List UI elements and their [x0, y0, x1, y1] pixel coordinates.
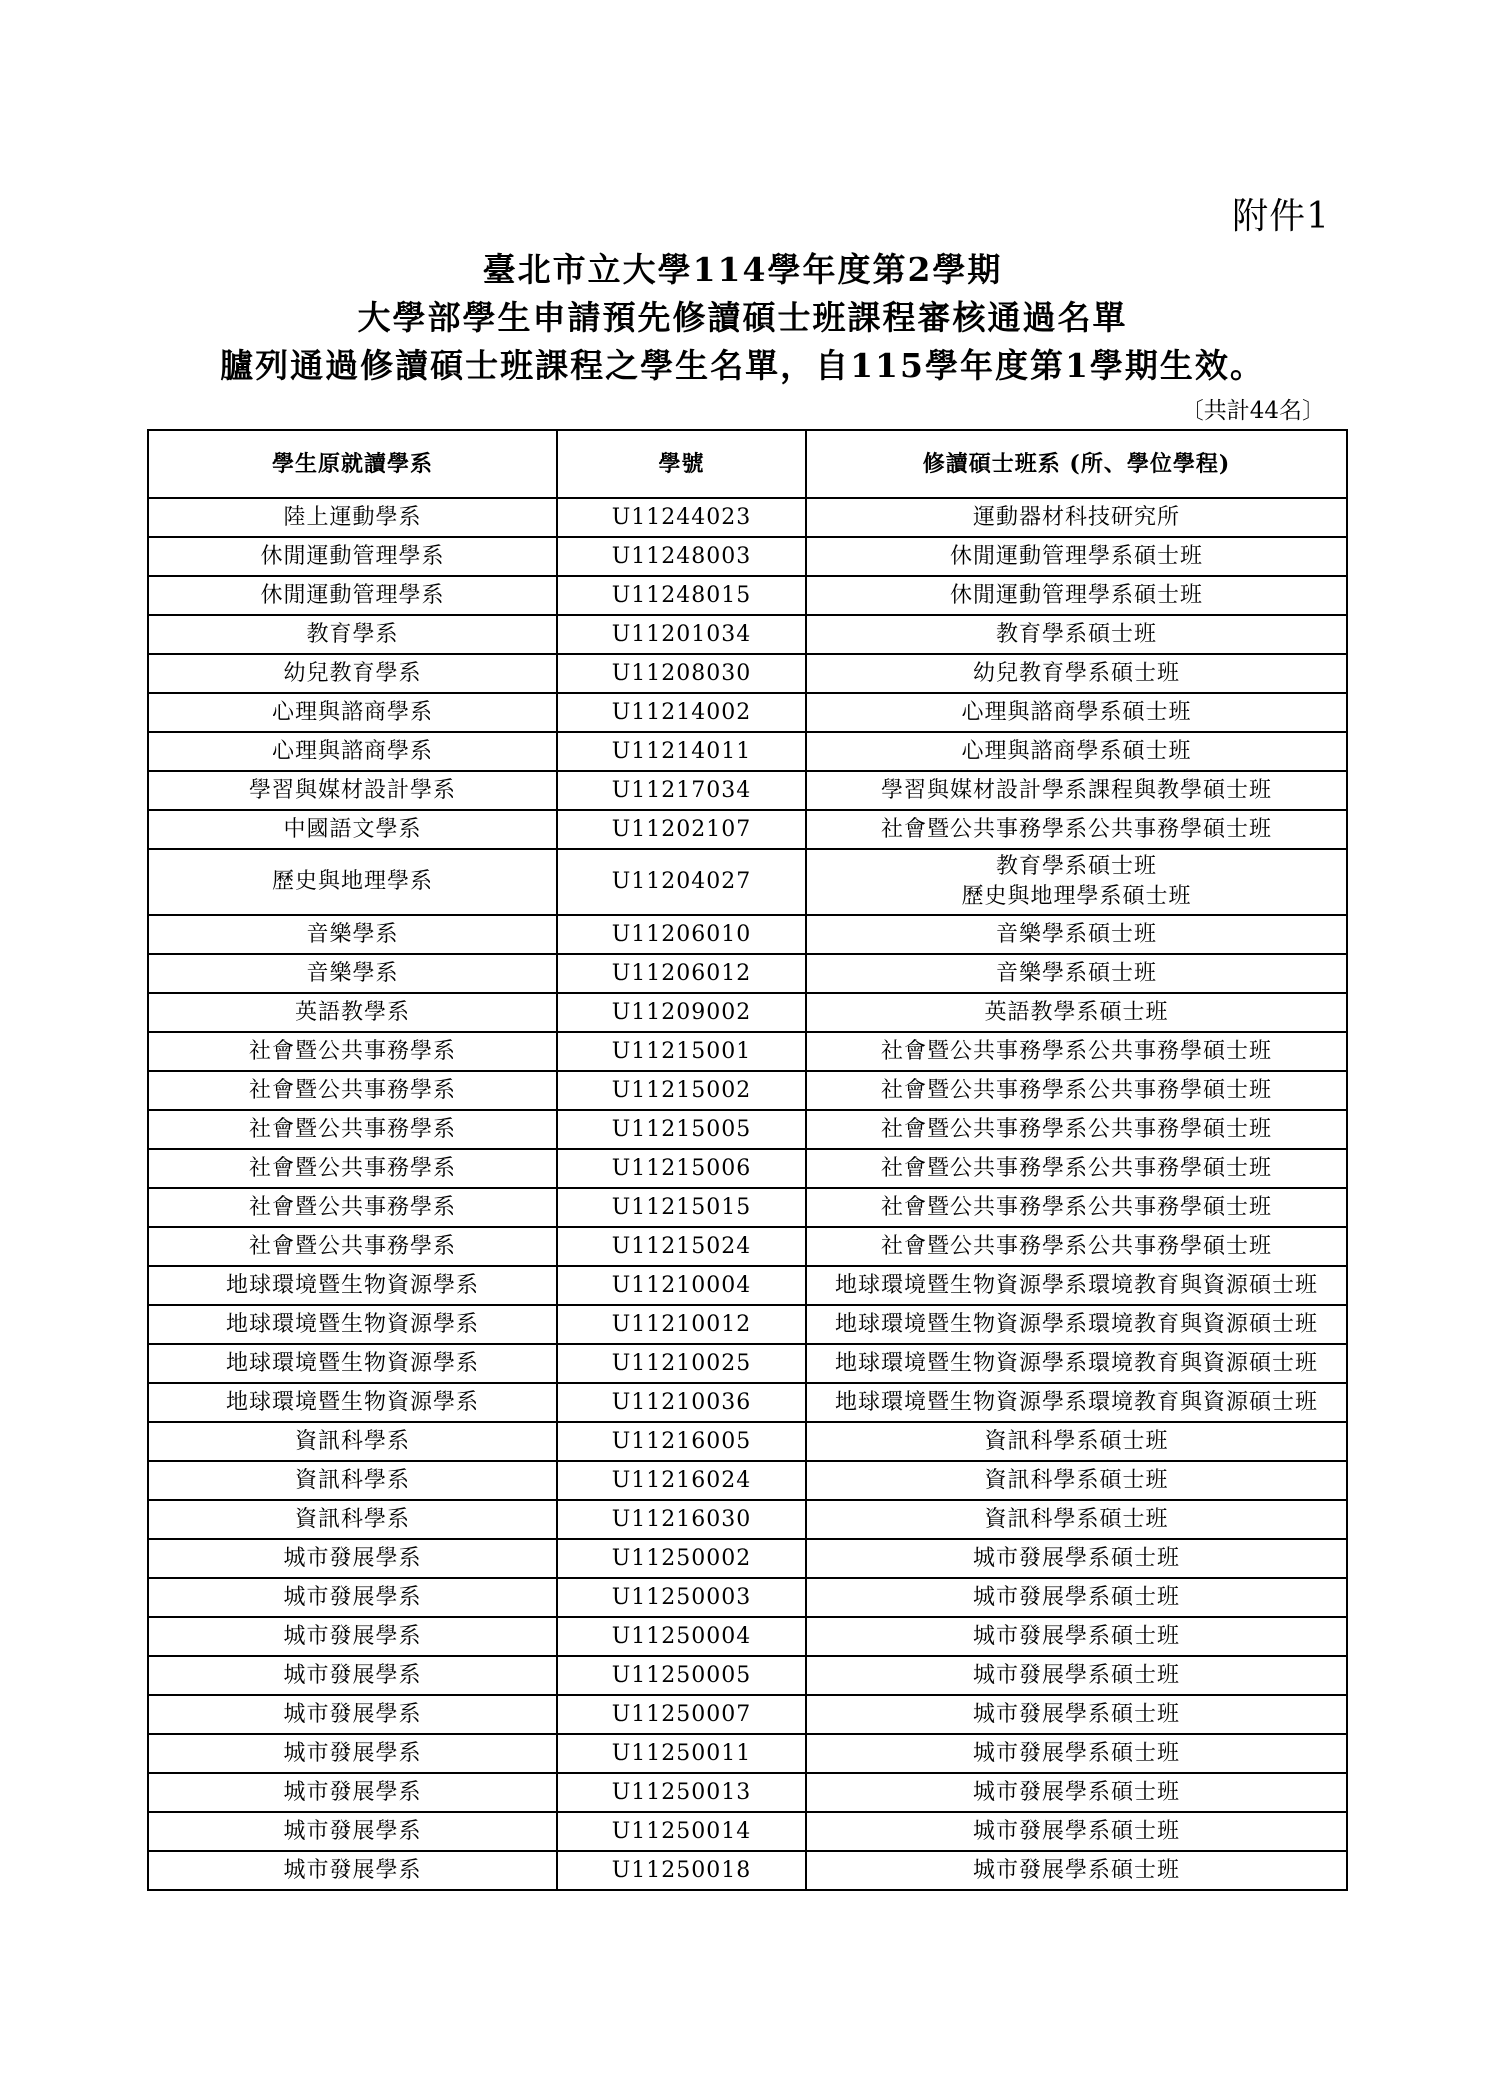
- student-id-cell: U11244023: [557, 498, 806, 537]
- table-row: [148, 537, 1347, 576]
- header-student-id: 學號: [557, 430, 806, 498]
- program-line: 社會暨公共事務學系公共事務學碩士班: [880, 1116, 1272, 1142]
- total-count: 〔共計44名〕: [1180, 398, 1325, 424]
- student-roster-table: [147, 429, 1348, 1891]
- department-cell: 地球環境暨生物資源學系: [148, 1266, 557, 1305]
- header-program-line1: 修讀碩士班系: [922, 451, 1061, 477]
- program-cell: [806, 1110, 1347, 1149]
- title-line-3: 臚列通過修讀碩士班課程之學生名單，自115學年度第1學期生效。: [220, 346, 1265, 385]
- student-id-cell: U11209002: [557, 993, 806, 1032]
- department-cell: 城市發展學系: [148, 1539, 557, 1578]
- table-header-row: [148, 430, 1347, 498]
- student-id-cell: U11208030: [557, 654, 806, 693]
- department-cell: 社會暨公共事務學系: [148, 1188, 557, 1227]
- program-line: 城市發展學系碩士班: [972, 1740, 1180, 1766]
- department-cell: 教育學系: [148, 615, 557, 654]
- department-cell: 資訊科學系: [148, 1500, 557, 1539]
- department-cell: 社會暨公共事務學系: [148, 1110, 557, 1149]
- program-line: 資訊科學系碩士班: [984, 1467, 1169, 1493]
- table-row: [148, 1305, 1347, 1344]
- program-line: 城市發展學系碩士班: [972, 1623, 1180, 1649]
- program-cell: [806, 1305, 1347, 1344]
- program-line: 社會暨公共事務學系公共事務學碩士班: [880, 816, 1272, 842]
- table-row: [148, 954, 1347, 993]
- program-line: 社會暨公共事務學系公共事務學碩士班: [880, 1038, 1272, 1064]
- program-line: 學習與媒材設計學系課程與教學碩士班: [880, 777, 1272, 803]
- department-cell: 城市發展學系: [148, 1695, 557, 1734]
- table-row: [148, 1383, 1347, 1422]
- document-title: [0, 246, 1485, 390]
- student-id-cell: U11215015: [557, 1188, 806, 1227]
- student-id-cell: U11248015: [557, 576, 806, 615]
- department-cell: 社會暨公共事務學系: [148, 1227, 557, 1266]
- program-cell: [806, 771, 1347, 810]
- program-cell: [806, 1578, 1347, 1617]
- table-row: [148, 849, 1347, 915]
- student-id-cell: U11215005: [557, 1110, 806, 1149]
- program-line: 英語教學系碩士班: [984, 999, 1169, 1025]
- department-cell: 心理與諮商學系: [148, 693, 557, 732]
- student-id-cell: U11202107: [557, 810, 806, 849]
- student-id-cell: U11206012: [557, 954, 806, 993]
- attachment-label: 附件1: [1232, 196, 1330, 237]
- program-line: 幼兒教育學系碩士班: [972, 660, 1180, 686]
- student-id-cell: U11250011: [557, 1734, 806, 1773]
- student-id-cell: U11206010: [557, 915, 806, 954]
- student-id-cell: U11250003: [557, 1578, 806, 1617]
- title-line-1: 臺北市立大學114學年度第2學期: [482, 250, 1003, 289]
- student-id-cell: U11250002: [557, 1539, 806, 1578]
- table-row: [148, 693, 1347, 732]
- table-row: [148, 1149, 1347, 1188]
- program-cell: [806, 498, 1347, 537]
- table-row: [148, 915, 1347, 954]
- program-cell: [806, 1071, 1347, 1110]
- student-id-cell: U11214002: [557, 693, 806, 732]
- student-id-cell: U11215024: [557, 1227, 806, 1266]
- program-cell: [806, 1266, 1347, 1305]
- header-program-line2: (所、學位學程): [1069, 451, 1231, 477]
- table-row: [148, 1032, 1347, 1071]
- program-cell: [806, 1227, 1347, 1266]
- department-cell: 地球環境暨生物資源學系: [148, 1305, 557, 1344]
- table-row: [148, 1539, 1347, 1578]
- program-line: 地球環境暨生物資源學系環境教育與資源碩士班: [834, 1272, 1318, 1298]
- table-row: [148, 1578, 1347, 1617]
- department-cell: 休閒運動管理學系: [148, 576, 557, 615]
- program-cell: [806, 1188, 1347, 1227]
- table-row: [148, 1851, 1347, 1890]
- program-cell: [806, 849, 1347, 915]
- program-cell: [806, 1812, 1347, 1851]
- student-id-cell: U11210012: [557, 1305, 806, 1344]
- program-cell: [806, 1851, 1347, 1890]
- program-line: 心理與諮商學系碩士班: [961, 738, 1192, 764]
- student-id-cell: U11216024: [557, 1461, 806, 1500]
- department-cell: 音樂學系: [148, 915, 557, 954]
- header-program: [806, 430, 1347, 498]
- program-cell: [806, 1656, 1347, 1695]
- program-cell: [806, 615, 1347, 654]
- program-line: 城市發展學系碩士班: [972, 1779, 1180, 1805]
- program-line: 資訊科學系碩士班: [984, 1428, 1169, 1454]
- department-cell: 社會暨公共事務學系: [148, 1032, 557, 1071]
- student-id-cell: U11214011: [557, 732, 806, 771]
- program-line: 休閒運動管理學系碩士班: [949, 543, 1203, 569]
- student-id-cell: U11216005: [557, 1422, 806, 1461]
- header-department: 學生原就讀學系: [148, 430, 557, 498]
- table-row: [148, 615, 1347, 654]
- program-line: 歷史與地理學系碩士班: [961, 884, 1192, 909]
- program-line: 地球環境暨生物資源學系環境教育與資源碩士班: [834, 1311, 1318, 1337]
- department-cell: 資訊科學系: [148, 1422, 557, 1461]
- table-row: [148, 1695, 1347, 1734]
- student-id-cell: U11250005: [557, 1656, 806, 1695]
- department-cell: 社會暨公共事務學系: [148, 1149, 557, 1188]
- program-line: 城市發展學系碩士班: [972, 1545, 1180, 1571]
- program-line: 城市發展學系碩士班: [972, 1584, 1180, 1610]
- table-body: [148, 498, 1347, 1890]
- program-cell: [806, 1773, 1347, 1812]
- table-row: [148, 1461, 1347, 1500]
- department-cell: 社會暨公共事務學系: [148, 1071, 557, 1110]
- student-id-cell: U11204027: [557, 849, 806, 915]
- program-cell: [806, 1734, 1347, 1773]
- program-line: 社會暨公共事務學系公共事務學碩士班: [880, 1233, 1272, 1259]
- table-row: [148, 498, 1347, 537]
- department-cell: 城市發展學系: [148, 1851, 557, 1890]
- student-id-cell: U11250007: [557, 1695, 806, 1734]
- program-cell: [806, 576, 1347, 615]
- program-line: 城市發展學系碩士班: [972, 1857, 1180, 1883]
- program-cell: [806, 1539, 1347, 1578]
- table-row: [148, 1071, 1347, 1110]
- program-cell: [806, 654, 1347, 693]
- department-cell: 歷史與地理學系: [148, 849, 557, 915]
- program-cell: [806, 1461, 1347, 1500]
- department-cell: 城市發展學系: [148, 1734, 557, 1773]
- department-cell: 英語教學系: [148, 993, 557, 1032]
- table-row: [148, 1266, 1347, 1305]
- table-row: [148, 1110, 1347, 1149]
- table-row: [148, 810, 1347, 849]
- program-cell: [806, 1383, 1347, 1422]
- department-cell: 資訊科學系: [148, 1461, 557, 1500]
- student-id-cell: U11201034: [557, 615, 806, 654]
- student-id-cell: U11250018: [557, 1851, 806, 1890]
- department-cell: 地球環境暨生物資源學系: [148, 1344, 557, 1383]
- program-cell: [806, 732, 1347, 771]
- table-row: [148, 654, 1347, 693]
- student-id-cell: U11215002: [557, 1071, 806, 1110]
- table-row: [148, 993, 1347, 1032]
- program-line: 城市發展學系碩士班: [972, 1818, 1180, 1844]
- program-line: 社會暨公共事務學系公共事務學碩士班: [880, 1077, 1272, 1103]
- table-row: [148, 1617, 1347, 1656]
- program-cell: [806, 1695, 1347, 1734]
- student-id-cell: U11216030: [557, 1500, 806, 1539]
- program-cell: [806, 810, 1347, 849]
- program-line: 音樂學系碩士班: [995, 921, 1157, 947]
- program-cell: [806, 1032, 1347, 1071]
- department-cell: 陸上運動學系: [148, 498, 557, 537]
- program-cell: [806, 1344, 1347, 1383]
- table-row: [148, 1656, 1347, 1695]
- department-cell: 心理與諮商學系: [148, 732, 557, 771]
- table-row: [148, 732, 1347, 771]
- department-cell: 城市發展學系: [148, 1773, 557, 1812]
- program-line: 社會暨公共事務學系公共事務學碩士班: [880, 1194, 1272, 1220]
- program-line: 教育學系碩士班: [995, 621, 1157, 647]
- program-cell: [806, 993, 1347, 1032]
- department-cell: 休閒運動管理學系: [148, 537, 557, 576]
- table-row: [148, 1422, 1347, 1461]
- program-line: 地球環境暨生物資源學系環境教育與資源碩士班: [834, 1350, 1318, 1376]
- table-row: [148, 1812, 1347, 1851]
- program-line: 地球環境暨生物資源學系環境教育與資源碩士班: [834, 1389, 1318, 1415]
- program-line: 資訊科學系碩士班: [984, 1506, 1169, 1532]
- program-cell: [806, 537, 1347, 576]
- table-row: [148, 1773, 1347, 1812]
- program-line: 心理與諮商學系碩士班: [961, 699, 1192, 725]
- table-row: [148, 576, 1347, 615]
- program-cell: [806, 915, 1347, 954]
- program-cell: [806, 693, 1347, 732]
- department-cell: 幼兒教育學系: [148, 654, 557, 693]
- table-row: [148, 1500, 1347, 1539]
- table-row: [148, 1188, 1347, 1227]
- program-cell: [806, 1149, 1347, 1188]
- program-line: 社會暨公共事務學系公共事務學碩士班: [880, 1155, 1272, 1181]
- program-line: 城市發展學系碩士班: [972, 1701, 1180, 1727]
- title-line-2: 大學部學生申請預先修讀碩士班課程審核通過名單: [357, 298, 1128, 337]
- student-id-cell: U11215001: [557, 1032, 806, 1071]
- program-line: 城市發展學系碩士班: [972, 1662, 1180, 1688]
- department-cell: 學習與媒材設計學系: [148, 771, 557, 810]
- program-line: 休閒運動管理學系碩士班: [949, 582, 1203, 608]
- department-cell: 城市發展學系: [148, 1578, 557, 1617]
- table-row: [148, 771, 1347, 810]
- department-cell: 城市發展學系: [148, 1617, 557, 1656]
- student-id-cell: U11250004: [557, 1617, 806, 1656]
- department-cell: 地球環境暨生物資源學系: [148, 1383, 557, 1422]
- table-row: [148, 1734, 1347, 1773]
- student-id-cell: U11248003: [557, 537, 806, 576]
- student-id-cell: U11210004: [557, 1266, 806, 1305]
- department-cell: 音樂學系: [148, 954, 557, 993]
- department-cell: 城市發展學系: [148, 1812, 557, 1851]
- student-id-cell: U11250013: [557, 1773, 806, 1812]
- student-id-cell: U11215006: [557, 1149, 806, 1188]
- program-line: 運動器材科技研究所: [972, 504, 1180, 530]
- program-cell: [806, 954, 1347, 993]
- table-row: [148, 1227, 1347, 1266]
- student-id-cell: U11210036: [557, 1383, 806, 1422]
- student-id-cell: U11210025: [557, 1344, 806, 1383]
- program-cell: [806, 1500, 1347, 1539]
- student-id-cell: U11250014: [557, 1812, 806, 1851]
- department-cell: 中國語文學系: [148, 810, 557, 849]
- program-cell: [806, 1617, 1347, 1656]
- table-row: [148, 1344, 1347, 1383]
- program-line: 教育學系碩士班: [995, 854, 1157, 879]
- department-cell: 城市發展學系: [148, 1656, 557, 1695]
- student-id-cell: U11217034: [557, 771, 806, 810]
- program-cell: [806, 1422, 1347, 1461]
- program-line: 音樂學系碩士班: [995, 960, 1157, 986]
